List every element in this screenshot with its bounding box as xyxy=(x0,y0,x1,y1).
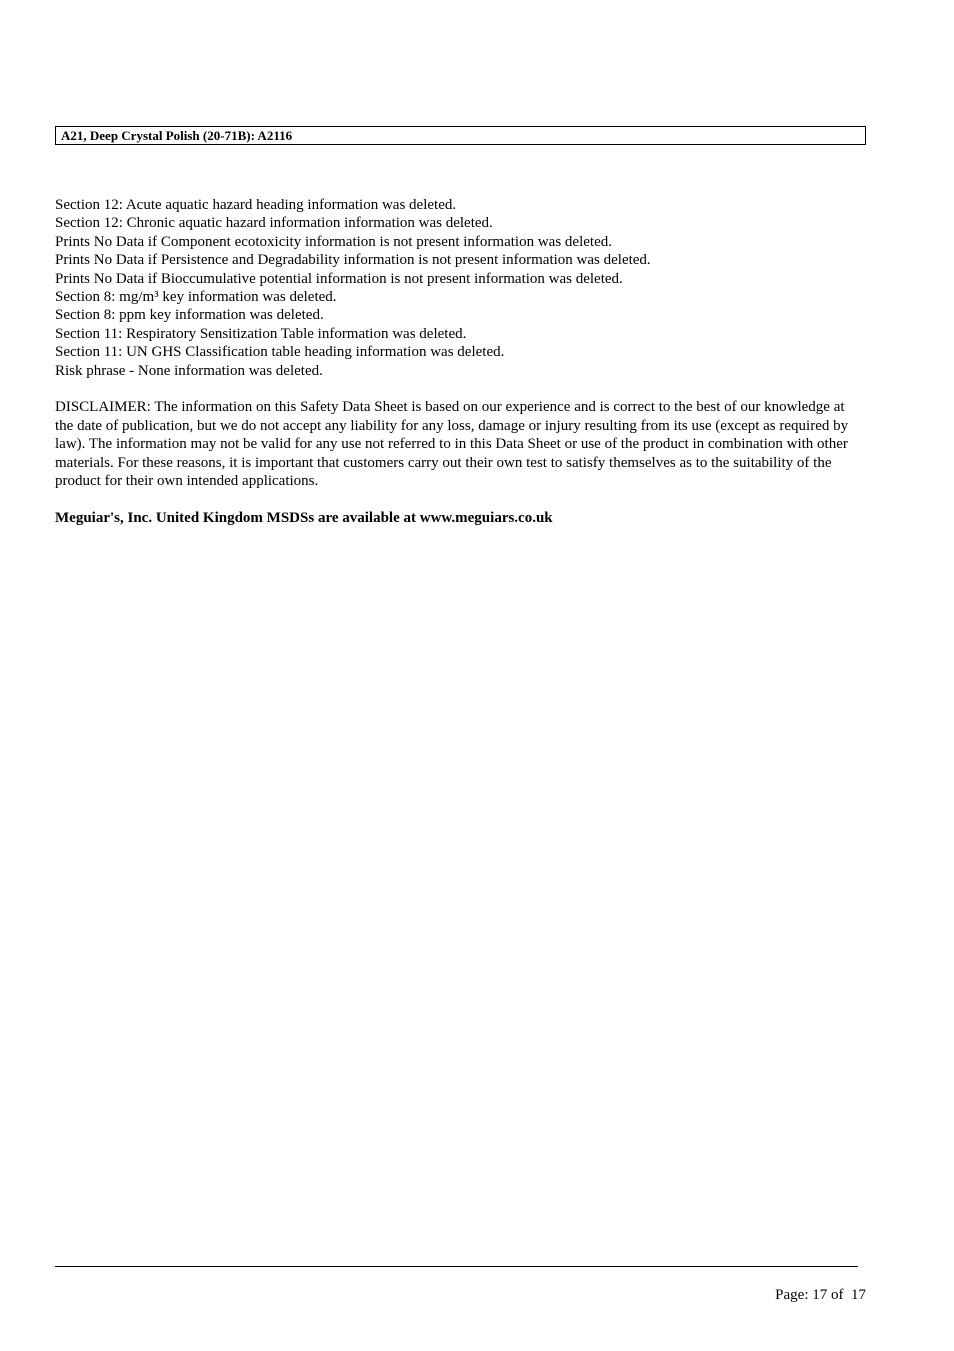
revision-note: Prints No Data if Persistence and Degradability information is not present information was deleted. xyxy=(55,252,651,269)
disclaimer-paragraph: DISCLAIMER: The information on this Safety Data Sheet is based on our experience and is correct to the best of our knowledge at the date of publication, but we do not accept any liability for any loss, damage or injury resulting from its use (except as required by law). The information may not be valid for any use not referred to in this Data Sheet or use of the product in combination with other materials. For these reasons, it is important that customers carry out their own test to satisfy themselves as to the suitability of the product for their own intended applications. xyxy=(55,399,849,490)
revision-note: Section 11: Respiratory Sensitization Table information was deleted. xyxy=(55,325,467,342)
revision-note: Section 12: Acute aquatic hazard heading information was deleted. xyxy=(55,197,457,213)
revision-note: Prints No Data if Bioccumulative potential information is not present information was deleted. xyxy=(55,270,623,287)
footer-divider xyxy=(55,1266,858,1267)
revision-note: Section 12: Chronic aquatic hazard information information was deleted. xyxy=(55,215,493,232)
revision-note: Prints No Data if Component ecotoxicity information is not present information was deleted. xyxy=(55,233,612,250)
revision-note: Section 8: ppm key information was deleted. xyxy=(55,307,324,324)
msds-availability-notice: Meguiar's, Inc. United Kingdom MSDSs are available at www.meguiars.co.uk xyxy=(55,510,553,526)
revision-notes-list xyxy=(55,196,875,380)
revision-note: Section 8: mg/m³ key information was deleted. xyxy=(55,289,337,306)
revision-note: Risk phrase - None information was deleted. xyxy=(55,362,323,379)
document-header xyxy=(55,126,866,145)
product-title: A21, Deep Crystal Polish (20-71B): A2116 xyxy=(61,128,293,143)
page-number: Page: 17 of 17 xyxy=(775,1287,866,1303)
revision-note: Section 11: UN GHS Classification table heading information was deleted. xyxy=(55,344,505,361)
